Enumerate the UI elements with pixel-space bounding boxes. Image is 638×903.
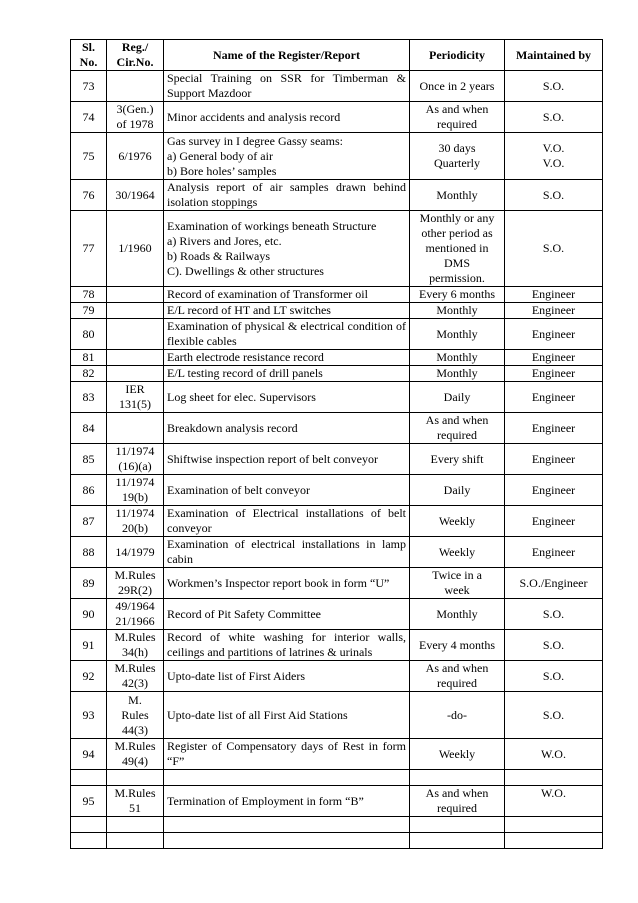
maintained-by-cell-line: Engineer	[531, 482, 576, 497]
maintained-by-cell-line: Engineer	[531, 389, 576, 404]
reg-cir-cell-line: 11/1974	[115, 475, 155, 489]
header-periodicity: Periodicity	[410, 40, 505, 71]
periodicity-cell-line: Monthly	[436, 350, 478, 364]
reg-cir-cell-line: 34(h)	[122, 645, 148, 659]
reg-cir-cell-line: 1/1960	[118, 241, 152, 255]
maintained-by-cell	[505, 599, 603, 630]
reg-cir-cell	[107, 444, 164, 475]
reg-cir-cell-line: 6/1976	[118, 148, 152, 163]
maintained-by-cell	[505, 475, 603, 506]
table-row	[71, 319, 603, 350]
sl-no-cell: 93	[71, 692, 107, 739]
table-row	[71, 287, 603, 303]
reg-cir-cell	[107, 506, 164, 537]
periodicity-cell-line: Weekly	[438, 544, 476, 559]
table-row	[71, 102, 603, 133]
table-row	[71, 739, 603, 770]
register-name-cell-line: a) Rivers and Jores, etc.	[167, 233, 282, 248]
maintained-by-cell	[505, 102, 603, 133]
sl-no-cell: 76	[71, 180, 107, 211]
register-name-cell-line: Workmen’s Inspector report book in form “U”	[167, 575, 390, 590]
maintained-by-cell	[505, 366, 603, 382]
reg-cir-cell-line: 14/1979	[115, 544, 155, 559]
maintained-by-cell-line: Engineer	[531, 326, 576, 341]
table-row	[71, 568, 603, 599]
reg-cir-cell	[107, 739, 164, 770]
maintained-by-cell-line: S.O.	[542, 109, 565, 124]
reg-cir-cell-line: 19(b)	[122, 490, 148, 504]
reg-cir-cell	[107, 180, 164, 211]
sl-no-cell: 74	[71, 102, 107, 133]
periodicity-cell	[410, 739, 505, 770]
register-name-cell	[164, 444, 410, 475]
periodicity-cell	[410, 786, 505, 817]
reg-cir-cell	[107, 133, 164, 180]
periodicity-cell	[410, 413, 505, 444]
periodicity-cell-line: As and when	[425, 413, 489, 427]
maintained-by-cell-line: W.O.	[541, 746, 566, 761]
table-row	[71, 366, 603, 382]
periodicity-cell-line: 30 days	[438, 141, 476, 155]
maintained-by-cell	[505, 287, 603, 303]
periodicity-cell-line: As and when	[425, 786, 489, 800]
maintained-by-cell-line: Engineer	[531, 513, 576, 528]
reg-cir-cell-line: 11/1974	[115, 506, 155, 520]
sl-no-cell: 77	[71, 211, 107, 287]
register-name-cell	[164, 833, 410, 849]
register-name-cell	[164, 211, 410, 287]
register-name-cell-line: Upto-date list of all First Aid Stations	[167, 707, 348, 722]
reg-cir-cell-line: M.Rules	[114, 739, 156, 753]
periodicity-cell	[410, 366, 505, 382]
sl-no-cell	[71, 770, 107, 786]
periodicity-cell-line: As and when	[425, 661, 489, 675]
register-name-cell	[164, 71, 410, 102]
register-name-cell-line: Record of Pit Safety Committee	[167, 606, 321, 621]
periodicity-cell	[410, 599, 505, 630]
maintained-by-cell	[505, 630, 603, 661]
reg-cir-cell-line: M.Rules	[114, 786, 156, 800]
reg-cir-cell	[107, 366, 164, 382]
register-name-cell-line: Examination of electrical installations in lamp cabin	[167, 537, 406, 566]
maintained-by-cell	[505, 350, 603, 366]
periodicity-cell-line: required	[437, 117, 477, 131]
periodicity-cell	[410, 770, 505, 786]
register-name-cell-line: Examination of Electrical installations of belt conveyor	[167, 506, 406, 535]
table-row	[71, 630, 603, 661]
register-name-cell-line: Record of examination of Transformer oil	[167, 287, 368, 301]
sl-no-cell: 90	[71, 599, 107, 630]
register-name-cell	[164, 506, 410, 537]
sl-no-cell: 95	[71, 786, 107, 817]
sl-no-cell: 94	[71, 739, 107, 770]
maintained-by-cell-line: Engineer	[531, 451, 576, 466]
register-name-cell	[164, 537, 410, 568]
maintained-by-cell-line: S.O.	[542, 606, 565, 621]
periodicity-cell	[410, 211, 505, 287]
reg-cir-cell	[107, 102, 164, 133]
table-row	[71, 413, 603, 444]
table-row	[71, 817, 603, 833]
reg-cir-cell-line: M.	[128, 692, 142, 707]
register-name-cell-line: Gas survey in I degree Gassy seams:	[167, 133, 343, 148]
table-row	[71, 833, 603, 849]
maintained-by-cell-line: S.O.	[542, 78, 565, 93]
periodicity-cell-line: Monthly	[436, 366, 478, 380]
periodicity-cell	[410, 382, 505, 413]
reg-cir-cell	[107, 71, 164, 102]
maintained-by-cell-line: Engineer	[531, 303, 576, 317]
periodicity-cell-line: required	[437, 428, 477, 442]
periodicity-cell	[410, 475, 505, 506]
periodicity-cell-line: Every 6 months	[419, 287, 495, 301]
register-name-cell	[164, 350, 410, 366]
reg-cir-cell-line: 29R(2)	[118, 583, 152, 597]
table-row	[71, 475, 603, 506]
maintained-by-cell-line: W.O.	[541, 786, 566, 800]
reg-cir-cell-line: 42(3)	[122, 676, 148, 690]
header-reg: Reg./ Cir.No.	[107, 40, 164, 71]
reg-cir-cell	[107, 287, 164, 303]
maintained-by-cell	[505, 319, 603, 350]
table-row	[71, 661, 603, 692]
table-row	[71, 303, 603, 319]
reg-cir-cell-line: 131(5)	[119, 397, 151, 411]
maintained-by-cell-line: S.O.	[542, 187, 565, 202]
periodicity-cell	[410, 833, 505, 849]
register-name-cell	[164, 599, 410, 630]
reg-cir-cell	[107, 350, 164, 366]
maintained-by-cell-line: Engineer	[531, 366, 576, 380]
periodicity-cell-line: Twice in a	[432, 568, 482, 582]
reg-cir-cell-line: Rules	[121, 707, 149, 722]
sl-no-cell: 86	[71, 475, 107, 506]
reg-cir-cell-line: 49(4)	[122, 754, 148, 768]
reg-cir-cell-line: IER	[125, 382, 145, 396]
reg-cir-cell-line: 11/1974	[115, 444, 155, 458]
table-row	[71, 444, 603, 475]
periodicity-cell-line: DMS	[443, 256, 470, 270]
register-name-cell	[164, 661, 410, 692]
sl-no-cell: 92	[71, 661, 107, 692]
register-name-cell	[164, 739, 410, 770]
maintained-by-cell	[505, 211, 603, 287]
maintained-by-cell	[505, 739, 603, 770]
register-table	[70, 39, 603, 849]
periodicity-cell-line: required	[437, 676, 477, 690]
register-name-cell-line: C). Dwellings & other structures	[167, 263, 324, 278]
table-row	[71, 786, 603, 817]
register-name-cell-line: Shiftwise inspection report of belt conveyor	[167, 451, 378, 466]
table-row	[71, 599, 603, 630]
periodicity-cell-line: Every 4 months	[419, 637, 495, 652]
reg-cir-cell	[107, 661, 164, 692]
maintained-by-cell	[505, 303, 603, 319]
periodicity-cell	[410, 287, 505, 303]
reg-cir-cell-line: M.Rules	[114, 661, 156, 675]
reg-cir-cell-line: 3(Gen.)	[116, 102, 154, 116]
table-row	[71, 506, 603, 537]
register-name-cell	[164, 133, 410, 180]
sl-no-cell	[71, 817, 107, 833]
header-row	[71, 40, 603, 71]
reg-cir-cell	[107, 817, 164, 833]
register-name-cell	[164, 102, 410, 133]
maintained-by-cell-line: Engineer	[531, 544, 576, 559]
periodicity-cell	[410, 303, 505, 319]
periodicity-cell-line: required	[437, 801, 477, 815]
register-name-cell	[164, 817, 410, 833]
periodicity-cell	[410, 506, 505, 537]
periodicity-cell-line: permission.	[429, 271, 485, 285]
maintained-by-cell	[505, 71, 603, 102]
sl-no-cell: 85	[71, 444, 107, 475]
maintained-by-cell-line: V.O.	[542, 141, 565, 155]
periodicity-cell	[410, 817, 505, 833]
table-body	[71, 71, 603, 849]
maintained-by-cell-line: S.O.	[542, 241, 565, 255]
reg-cir-cell	[107, 475, 164, 506]
periodicity-cell	[410, 692, 505, 739]
register-name-cell	[164, 692, 410, 739]
maintained-by-cell	[505, 786, 603, 817]
register-name-cell-line: E/L testing record of drill panels	[167, 366, 323, 380]
reg-cir-cell	[107, 211, 164, 287]
register-name-cell-line: Termination of Employment in form “B”	[167, 793, 364, 808]
reg-cir-cell-line: 30/1964	[115, 187, 155, 202]
header-name: Name of the Register/Report	[164, 40, 410, 71]
reg-cir-cell	[107, 568, 164, 599]
periodicity-cell-line: other period as	[421, 226, 493, 240]
table-row	[71, 71, 603, 102]
maintained-by-cell-line: Engineer	[531, 420, 576, 435]
register-name-cell-line: Analysis report of air samples drawn behind isolation stoppings	[167, 180, 406, 209]
table-row	[71, 692, 603, 739]
register-name-cell-line: Record of white washing for interior walls, ceilings and partitions of latrines & urinals	[167, 630, 406, 659]
maintained-by-cell	[505, 692, 603, 739]
table-row	[71, 537, 603, 568]
register-name-cell	[164, 366, 410, 382]
maintained-by-cell	[505, 537, 603, 568]
header-maintained-by: Maintained by	[505, 40, 603, 71]
sl-no-cell: 91	[71, 630, 107, 661]
maintained-by-cell	[505, 506, 603, 537]
reg-cir-cell-line: (16)(a)	[118, 459, 152, 473]
maintained-by-cell	[505, 661, 603, 692]
sl-no-cell: 88	[71, 537, 107, 568]
register-name-cell	[164, 568, 410, 599]
reg-cir-cell	[107, 630, 164, 661]
maintained-by-cell-line: S.O.	[542, 668, 565, 683]
sl-no-cell: 80	[71, 319, 107, 350]
sl-no-cell: 87	[71, 506, 107, 537]
periodicity-cell-line: Monthly	[436, 303, 478, 317]
register-name-cell-line: Special Training on SSR for Timberman & Support Mazdoor	[167, 71, 406, 100]
reg-cir-cell-line: 44(3)	[122, 722, 148, 737]
register-name-cell-line: Upto-date list of First Aiders	[167, 668, 305, 683]
reg-cir-cell-line: 49/1964	[115, 599, 155, 613]
reg-cir-cell	[107, 319, 164, 350]
periodicity-cell	[410, 319, 505, 350]
periodicity-cell-line: As and when	[425, 102, 489, 116]
reg-cir-cell	[107, 303, 164, 319]
periodicity-cell-line: mentioned in	[425, 241, 489, 255]
register-name-cell	[164, 287, 410, 303]
periodicity-cell	[410, 102, 505, 133]
register-name-cell	[164, 303, 410, 319]
reg-cir-cell	[107, 786, 164, 817]
register-name-cell-line: Breakdown analysis record	[167, 420, 298, 435]
register-name-cell-line: a) General body of air	[167, 148, 273, 163]
table-row	[71, 133, 603, 180]
maintained-by-cell-line: Engineer	[531, 287, 576, 301]
reg-cir-cell-line: of 1978	[116, 117, 154, 131]
register-name-cell	[164, 413, 410, 444]
maintained-by-cell	[505, 413, 603, 444]
reg-cir-cell	[107, 692, 164, 739]
reg-cir-cell-line: 21/1966	[115, 614, 155, 628]
periodicity-cell	[410, 630, 505, 661]
periodicity-cell	[410, 661, 505, 692]
table-row	[71, 211, 603, 287]
reg-cir-cell-line: M.Rules	[114, 568, 156, 582]
register-name-cell-line: Log sheet for elec. Supervisors	[167, 389, 316, 404]
periodicity-cell	[410, 537, 505, 568]
table-row	[71, 382, 603, 413]
maintained-by-cell	[505, 568, 603, 599]
table-row	[71, 350, 603, 366]
register-name-cell-line: Minor accidents and analysis record	[167, 109, 341, 124]
sl-no-cell: 82	[71, 366, 107, 382]
table-row	[71, 180, 603, 211]
register-name-cell	[164, 319, 410, 350]
periodicity-cell-line: Quarterly	[434, 156, 480, 170]
maintained-by-cell	[505, 382, 603, 413]
register-name-cell-line: Examination of belt conveyor	[167, 482, 310, 497]
periodicity-cell-line: -do-	[447, 707, 467, 722]
register-name-cell-line: b) Roads & Railways	[167, 248, 270, 263]
periodicity-cell	[410, 444, 505, 475]
reg-cir-cell	[107, 413, 164, 444]
maintained-by-cell	[505, 444, 603, 475]
register-name-cell	[164, 786, 410, 817]
periodicity-cell-line: Monthly	[436, 606, 478, 621]
register-name-cell	[164, 630, 410, 661]
maintained-by-cell-line: V.O.	[542, 156, 565, 170]
register-name-cell	[164, 382, 410, 413]
periodicity-cell-line: Every shift	[430, 451, 484, 466]
reg-cir-cell	[107, 833, 164, 849]
periodicity-cell	[410, 71, 505, 102]
reg-cir-cell	[107, 599, 164, 630]
periodicity-cell	[410, 350, 505, 366]
periodicity-cell-line: Weekly	[438, 513, 476, 528]
sl-no-cell: 75	[71, 133, 107, 180]
register-name-cell	[164, 770, 410, 786]
register-name-cell-line: Register of Compensatory days of Rest in form “F”	[167, 739, 406, 768]
maintained-by-cell	[505, 817, 603, 833]
maintained-by-cell-line: S.O./Engineer	[519, 575, 588, 590]
periodicity-cell-line: Daily	[443, 482, 471, 497]
periodicity-cell-line: Weekly	[438, 746, 476, 761]
maintained-by-cell-line: S.O.	[542, 637, 565, 652]
maintained-by-cell	[505, 770, 603, 786]
sl-no-cell: 79	[71, 303, 107, 319]
periodicity-cell	[410, 180, 505, 211]
reg-cir-cell	[107, 382, 164, 413]
periodicity-cell	[410, 568, 505, 599]
maintained-by-cell-line: Engineer	[531, 350, 576, 364]
table-row	[71, 770, 603, 786]
register-name-cell-line: Examination of physical & electrical condition of flexible cables	[167, 319, 406, 348]
maintained-by-cell-line: S.O.	[542, 707, 565, 722]
sl-no-cell: 81	[71, 350, 107, 366]
periodicity-cell-line: Once in 2 years	[419, 78, 495, 93]
periodicity-cell-line: Daily	[443, 389, 471, 404]
sl-no-cell: 78	[71, 287, 107, 303]
maintained-by-cell	[505, 180, 603, 211]
register-name-cell	[164, 475, 410, 506]
reg-cir-cell-line: 20(b)	[122, 521, 148, 535]
periodicity-cell-line: week	[444, 583, 470, 597]
sl-no-cell: 73	[71, 71, 107, 102]
header-sl: Sl. No.	[71, 40, 107, 71]
sl-no-cell: 83	[71, 382, 107, 413]
periodicity-cell-line: Monthly	[436, 187, 478, 202]
sl-no-cell	[71, 833, 107, 849]
periodicity-cell	[410, 133, 505, 180]
reg-cir-cell	[107, 537, 164, 568]
maintained-by-cell	[505, 133, 603, 180]
periodicity-cell-line: Monthly or any	[419, 211, 495, 225]
reg-cir-cell-line: M.Rules	[114, 630, 156, 644]
sl-no-cell: 89	[71, 568, 107, 599]
register-name-cell-line: b) Bore holes’ samples	[167, 163, 277, 178]
register-name-cell-line: Examination of workings beneath Structure	[167, 218, 377, 233]
reg-cir-cell-line: 51	[129, 801, 141, 815]
register-name-cell-line: E/L record of HT and LT switches	[167, 303, 331, 317]
register-name-cell	[164, 180, 410, 211]
maintained-by-cell	[505, 833, 603, 849]
reg-cir-cell	[107, 770, 164, 786]
periodicity-cell-line: Monthly	[436, 326, 478, 341]
register-name-cell-line: Earth electrode resistance record	[167, 350, 324, 364]
sl-no-cell: 84	[71, 413, 107, 444]
